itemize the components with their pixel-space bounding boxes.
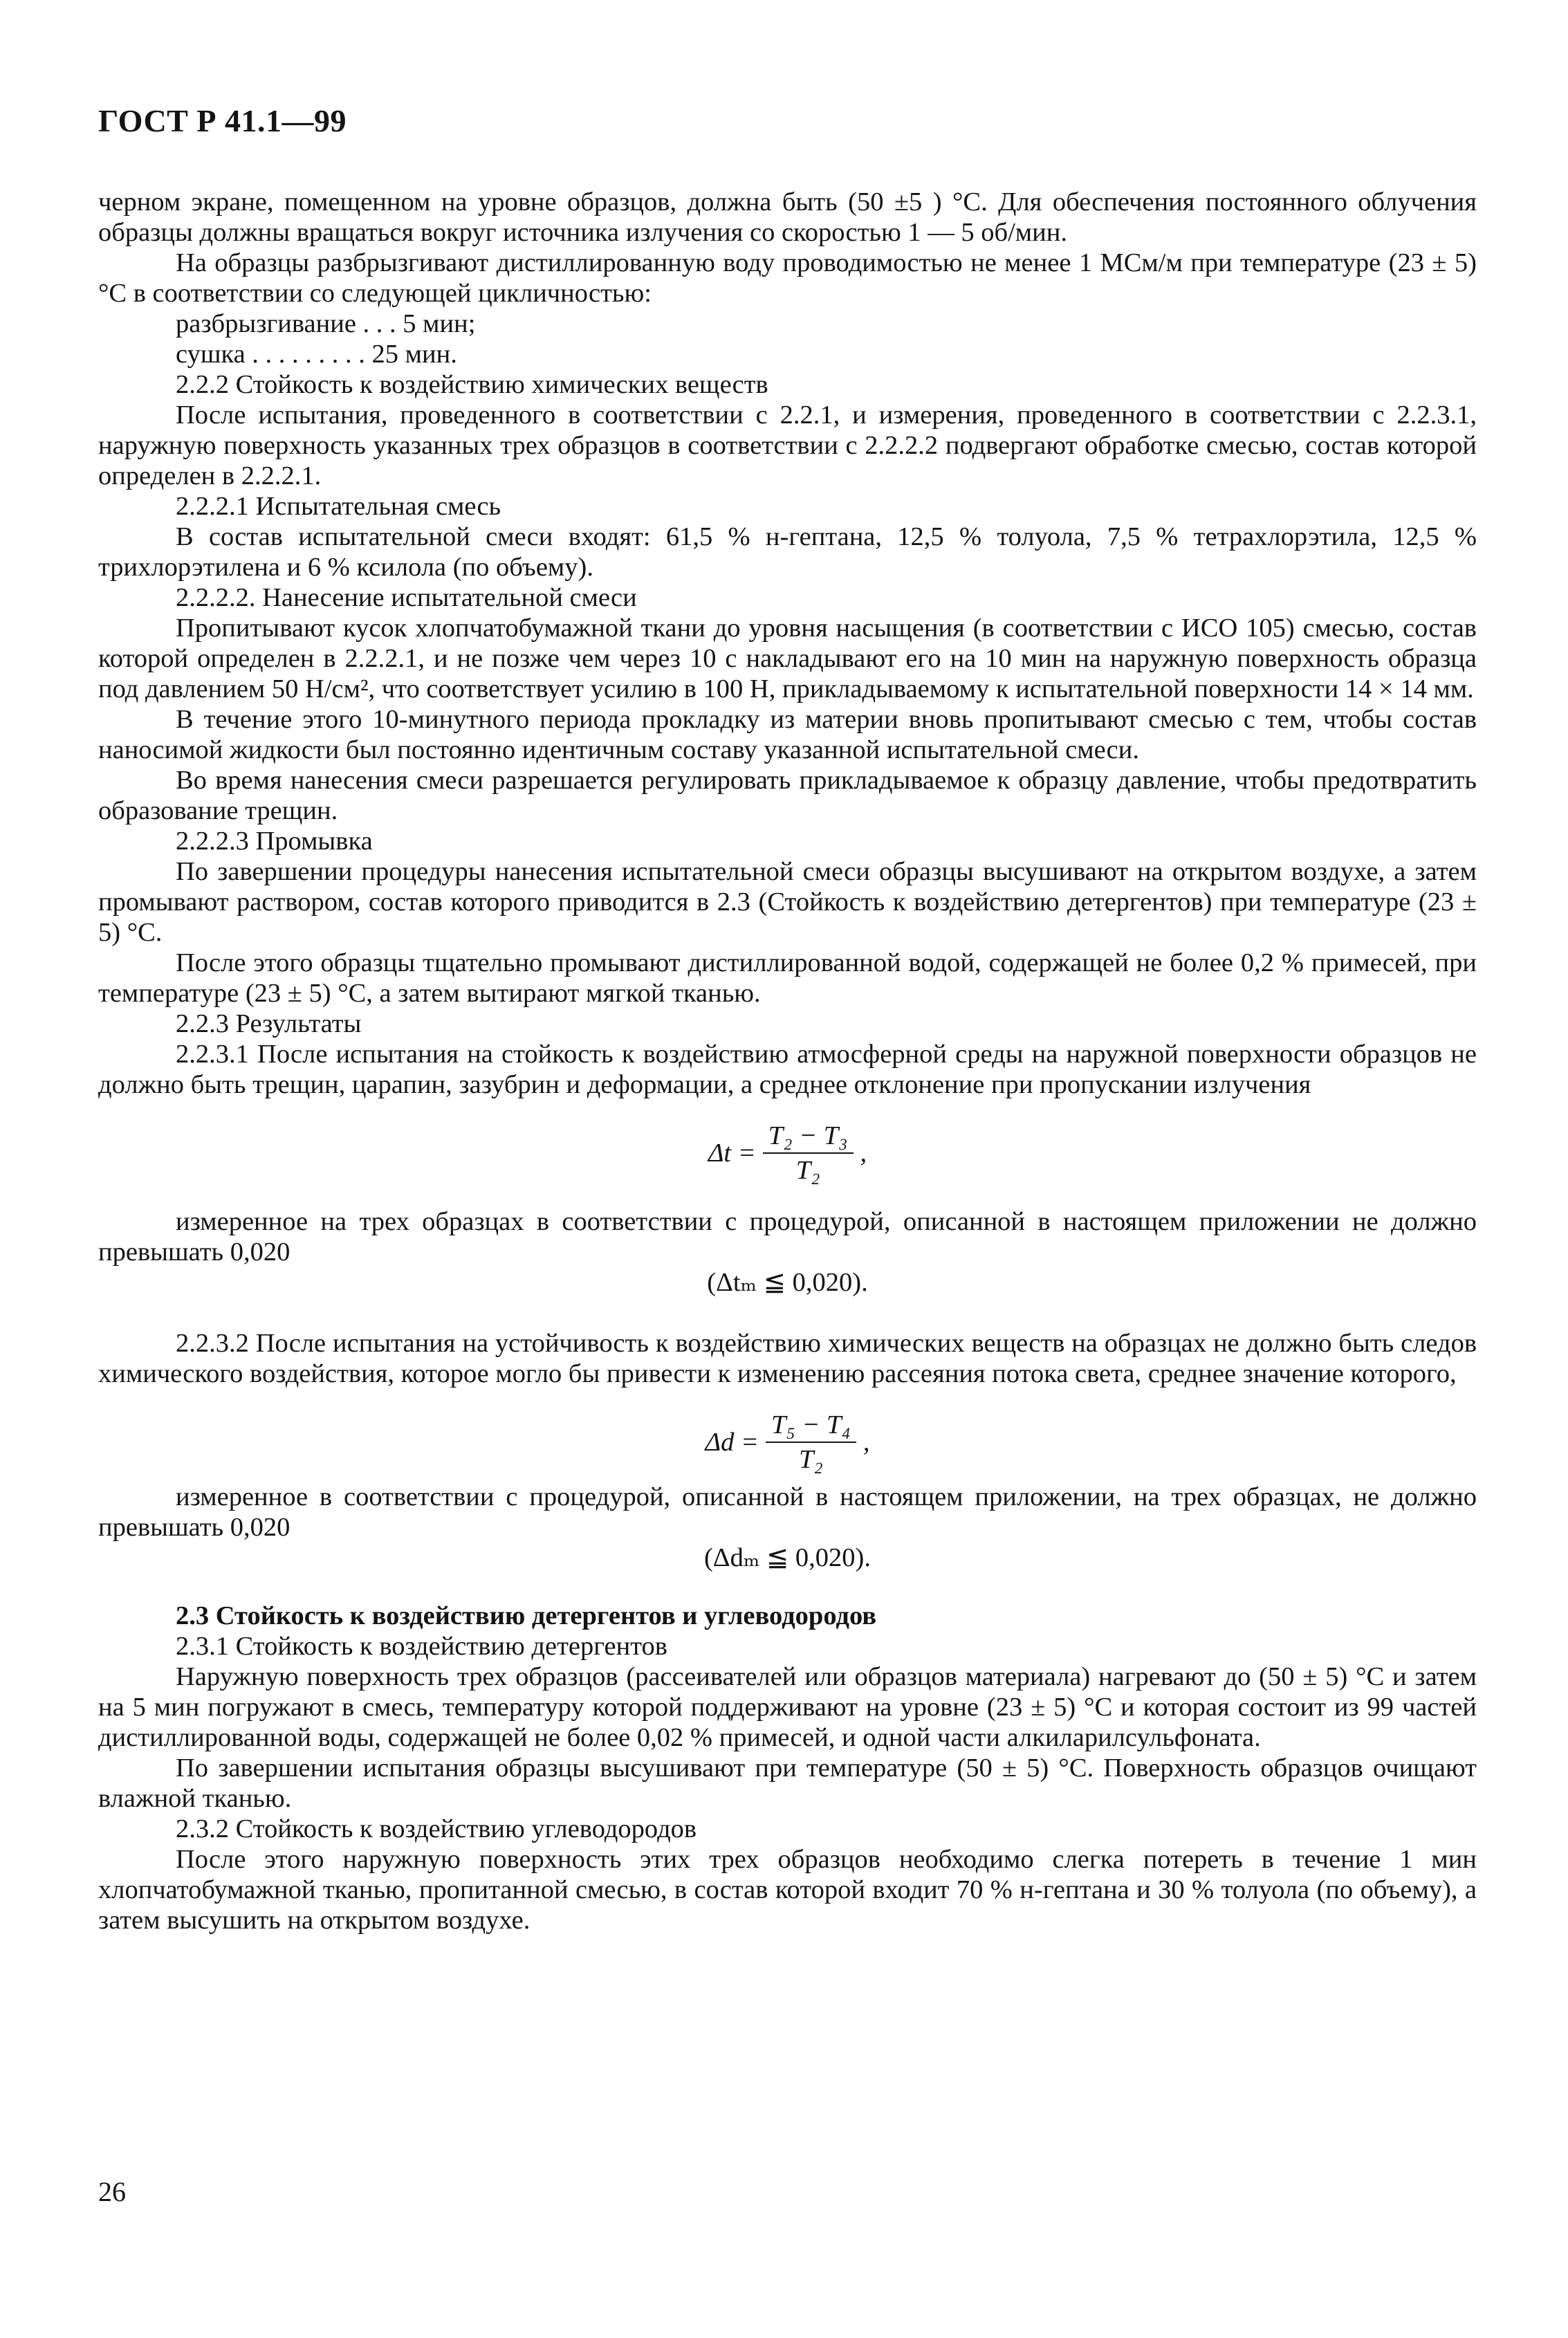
paragraph: черном экране, помещенном на уровне образцов, должна быть (50 ±5 ) °С. Для обеспечения постоянного облучения образцы должны вращаться вокруг источника излучения со скоростью 1 — 5 об/мин. [98,187,1477,247]
page-number: 26 [98,2176,126,2207]
section-heading-2-2-2-2: 2.2.2.2. Нанесение испытательной смеси [176,583,637,612]
cycle-item-spraying: разбрызгивание . . . 5 мин; [176,309,476,338]
section-heading-2-2-3: 2.2.3 Результаты [176,1009,362,1038]
fraction-numerator: T₅ − T₄ [766,1410,856,1443]
cycle-item-drying: сушка . . . . . . . . . 25 мин. [176,340,457,369]
formula-lhs: Δd = [705,1428,759,1457]
section-heading-2-3-1: 2.3.1 Стойкость к воздействию детергентов [176,1632,667,1661]
condition-delta-d: (Δdₘ ≦ 0,020). [703,1543,871,1572]
paragraph: Пропитывают кусок хлопчатобумажной ткани до уровня насыщения (в соответствии с ИСО 105) смесью, состав которой определен в 2.2.2.1, и не позже чем через 10 с накладывают его на 10 мин на наружную поверхность образца под давлением 50 Н/см², что соответствует усилию в 100 Н, прикладываемому к испытательной поверхности 14 × 14 мм. [98,614,1477,703]
formula-delta-t [98,1121,1477,1186]
section-heading-2-3-2: 2.3.2 Стойкость к воздействию углеводородов [176,1814,697,1843]
paragraph: В течение этого 10-минутного периода прокладку из материи вновь пропитывают смесью с тем, чтобы состав наносимой жидкости был постоянно идентичным составу указанной испытательной смеси. [98,705,1477,764]
formula-fraction [766,1410,856,1475]
paragraph: 2.2.3.1 После испытания на стойкость к воздействию атмосферной среды на наружной поверхности образцов не должно быть трещин, царапин, зазубрин и деформации, а среднее отклонение при пропускании излучения [98,1040,1477,1099]
formula-lhs: Δt = [708,1139,756,1168]
paragraph: 2.2.3.2 После испытания на устойчивость к воздействию химических веществ на образцах не должно быть следов химического воздействия, которое могло бы привести к изменению рассеяния потока света, среднее значение которого, [98,1329,1477,1388]
fraction-denominator: T₂ [795,1156,820,1185]
document-code-header: ГОСТ Р 41.1—99 [98,103,347,138]
document-body [98,187,1477,1935]
fraction-denominator: T₂ [799,1445,823,1474]
fraction-numerator: T₂ − T₃ [763,1121,854,1154]
paragraph: После этого образцы тщательно промывают дистиллированной водой, содержащей не более 0,2 % примесей, при температуре (23 ± 5) °С, а затем вытирают мягкой тканью. [98,948,1477,1008]
section-heading-2-2-2-3: 2.2.2.3 Промывка [176,827,373,856]
paragraph: По завершении процедуры нанесения испытательной смеси образцы высушивают на открытом воздухе, а затем промывают раствором, состав которого приводится в 2.3 (Стойкость к воздействию детергентов) при температуре (23 ± 5) °С. [98,857,1477,947]
paragraph: По завершении испытания образцы высушивают при температуре (50 ± 5) °С. Поверхность образцов очищают влажной тканью. [98,1754,1477,1813]
formula-tail: , [860,1139,867,1168]
paragraph: После испытания, проведенного в соответствии с 2.2.1, и измерения, проведенного в соответствии с 2.2.3.1, наружную поверхность указанных трех образцов в соответствии с 2.2.2.2 подвергают обработке смесью, состав которой определен в 2.2.2.1. [98,401,1477,490]
section-heading-2-3: 2.3 Стойкость к воздействию детергентов и углеводородов [176,1601,877,1630]
paragraph: измеренное на трех образцах в соответствии с процедурой, описанной в настоящем приложении не должно превышать 0,020 [98,1207,1477,1267]
paragraph: В состав испытательной смеси входят: 61,5 % н-гептана, 12,5 % толуола, 7,5 % тетрахлорэтила, 12,5 % трихлорэтилена и 6 % ксилола (по объему). [98,522,1477,582]
paragraph: После этого наружную поверхность этих трех образцов необходимо слегка потереть в течение 1 мин хлопчатобумажной тканью, пропитанной смесью, в состав которой входит 70 % н-гептана и 30 % толуола (по объему), а затем высушить на открытом воздухе. [98,1845,1477,1935]
section-heading-2-2-2-1: 2.2.2.1 Испытательная смесь [176,492,501,521]
paragraph: На образцы разбрызгивают дистиллированную воду проводимостью не менее 1 МСм/м при температуре (23 ± 5) °С в соответствии со следующей цикличностью: [98,248,1477,308]
paragraph: измеренное в соответствии с процедурой, описанной в настоящем приложении, на трех образцах, не должно превышать 0,020 [98,1482,1477,1542]
paragraph: Наружную поверхность трех образцов (рассеивателей или образцов материала) нагревают до (50 ± 5) °С и затем на 5 мин погружают в смесь, температуру которой поддерживают на уровне (23 ± 5) °С и которая состоит из 99 частей дистиллированной воды, содержащей не более 0,02 % примесей, и одной части алкиларилсульфоната. [98,1662,1477,1752]
paragraph: Во время нанесения смеси разрешается регулировать прикладываемое к образцу давление, чтобы предотвратить образование трещин. [98,766,1477,825]
formula-tail: , [863,1428,870,1457]
formula-delta-d [98,1410,1477,1475]
section-heading-2-2-2: 2.2.2 Стойкость к воздействию химических веществ [176,370,768,399]
formula-fraction [763,1121,854,1186]
condition-delta-t: (Δtₘ ≦ 0,020). [707,1268,868,1297]
